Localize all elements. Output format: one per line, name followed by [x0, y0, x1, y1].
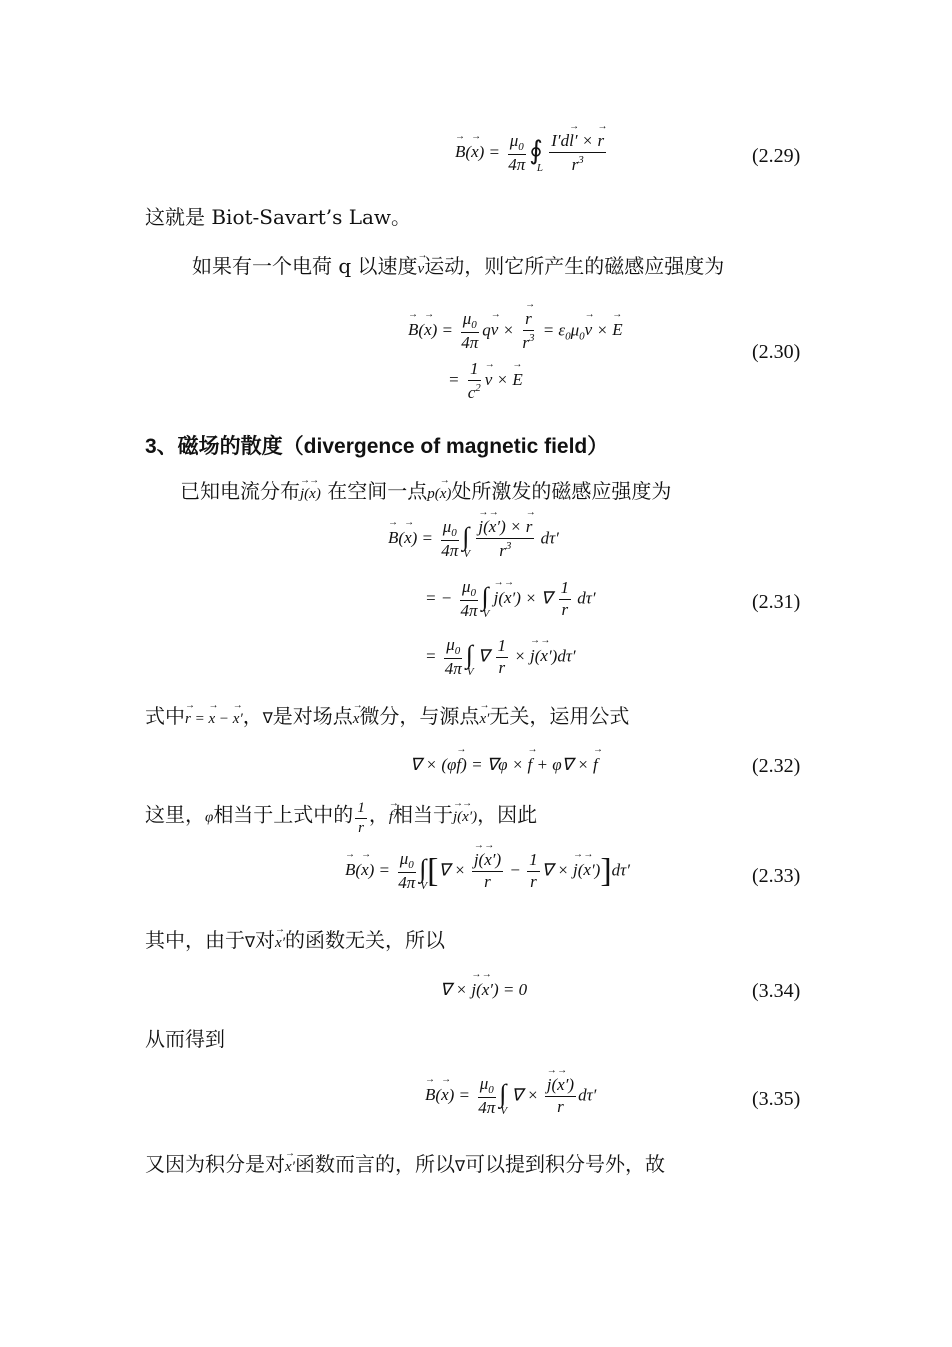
- paragraph-moving-charge: 如果有一个电荷 q 以速度→ v运动，则它所产生的磁感应强度为: [192, 256, 724, 277]
- eq-number-2-33: (2.33): [752, 865, 801, 887]
- text-fragment: 处所激发的磁感应强度为: [451, 479, 672, 503]
- paragraph-biot-savart: 这就是 Biot-Savart’s Law。: [145, 205, 412, 229]
- paragraph-current-distribution: 已知电流分布→ j(→ x) 在空间一点p(→ x)处所激发的磁感应强度为: [180, 481, 671, 502]
- text-fragment: 微分，与源点: [359, 704, 480, 728]
- text-fragment: ，: [242, 704, 263, 728]
- eq-number-2-31: (2.31): [752, 591, 801, 613]
- text-fragment: 相当于: [392, 802, 453, 827]
- paragraph-where: 式中→ r = → x − → x′，∇是对场点→ x微分，与源点→ x′无关，运用公式: [145, 706, 629, 727]
- text-fragment: 其中，由于: [145, 928, 245, 952]
- equation-3-35: → B(→ x) = $\frac{\mu_0}{4\pi}$ $\int_V$ ∇ × → $\frac{j(\to x')}{r}$ dτ′: [425, 1075, 596, 1118]
- equation-2-32: ∇ × (φ→ f) = ∇φ × → f + φ∇ × → f: [410, 755, 598, 775]
- eq-number-3-34: (3.34): [752, 980, 801, 1002]
- text-fragment: 运动，则它所产生的磁感应强度为: [424, 254, 725, 278]
- text-fragment: 在空间一点: [327, 479, 428, 503]
- text-fragment: 如果有一个电荷 q 以速度: [192, 254, 418, 278]
- paragraph-thus: 从而得到: [145, 1027, 225, 1051]
- text-fragment: 的函数无关，所以: [285, 928, 445, 952]
- eq-number-2-32: (2.32): [752, 755, 801, 777]
- equation-2-31-line1: → B(→ x) = $\frac{\mu_0}{4\pi}$ $\int_V$ → $\frac{j(\to x') \times \to r}{r^3}$ dτ′: [388, 518, 559, 561]
- text-fragment: ，: [368, 802, 389, 827]
- text-fragment: 对: [255, 928, 276, 952]
- paragraph-since: 其中，由于∇对→ x′的函数无关，所以: [145, 930, 445, 951]
- text-fragment: 相当于上式中的: [213, 802, 354, 827]
- section-heading: 3、磁场的散度（divergence of magnetic field）: [145, 435, 609, 458]
- text-fragment: 是对场点: [272, 704, 353, 728]
- text-fragment: 又因为积分是对: [145, 1152, 285, 1176]
- equation-2-30-line1: → B(→ x) = $\frac{\mu_0}{4\pi}$ q→ v × → $\frac{r}{r^3}$ = $\varepsilon_0\mu_0\to v$ × → E: [408, 310, 623, 353]
- text-fragment: 式中: [145, 704, 185, 728]
- paragraph-integral: 又因为积分是对→ x′函数而言的，所以∇可以提到积分号外，故: [145, 1154, 665, 1175]
- eq-number-3-35: (3.35): [752, 1088, 801, 1110]
- text-fragment: 可以提到积分号外，故: [465, 1152, 665, 1176]
- text-fragment: 函数而言的，所以: [294, 1152, 455, 1176]
- equation-2-29: → B(→ x) = $\frac{\mu_0}{4\pi}$ $∮_L$ $\frac{I'd\to l' \times \to r}{r^3}$: [455, 132, 608, 175]
- text-fragment: ，因此: [477, 802, 538, 827]
- text-fragment: 已知电流分布: [180, 479, 300, 503]
- eq-number-2-30: (2.30): [752, 341, 801, 363]
- eq-number-2-29: (2.29): [752, 145, 801, 167]
- equation-2-30-line2: = $\frac{1}{c^2}$ → v × → E: [448, 360, 523, 402]
- paragraph-here: 这里，φ相当于上式中的 $\frac{1}{r}$ ，→ f相当于→ j(→ x′)，因此: [145, 800, 537, 836]
- equation-3-34: ∇ × → j(→ x′) = 0: [440, 980, 527, 1000]
- equation-2-31-line3: = $\frac{\mu_0}{4\pi}$ $\int_V$ ∇ $\frac{1}{r}$ × → j(→ x′)dτ′: [425, 636, 576, 679]
- text-fragment: 无关，运用公式: [489, 704, 630, 728]
- equation-2-31-line2: = − $\frac{\mu_0}{4\pi}$ $\int_V \to j(\to x')$ × ∇ $\frac{1}{r}$ dτ′: [425, 578, 596, 621]
- equation-2-33: → B(→ x) = $\frac{\mu_0}{4\pi}$ $\int_V[\nabla$ × → $\frac{j(\to x')}{r}$ − $\frac{1}{r}$ ∇ × → j(→ x′)]dτ′: [345, 850, 630, 893]
- text-fragment: 这里，: [145, 802, 205, 827]
